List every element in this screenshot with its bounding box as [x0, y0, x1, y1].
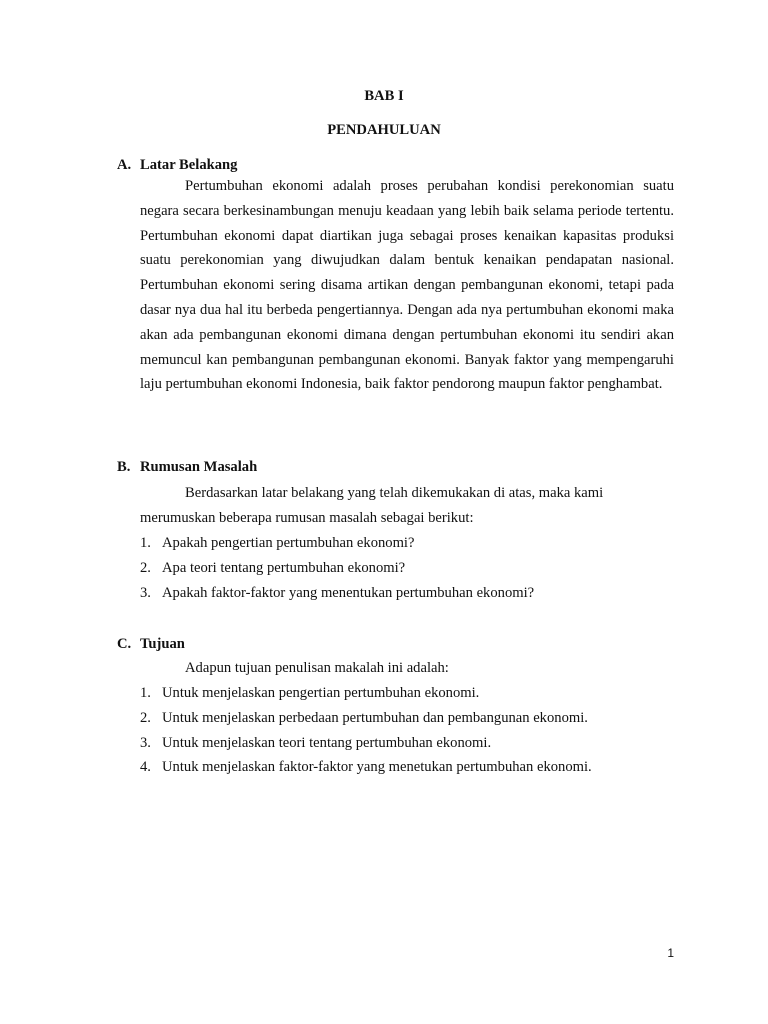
list-item-text: Apakah faktor-faktor yang menentukan pertumbuhan ekonomi?	[162, 584, 535, 601]
section-c-list	[140, 681, 592, 780]
list-item	[140, 581, 534, 606]
list-item-number: 2.	[140, 559, 151, 576]
section-c-title: Tujuan	[140, 636, 185, 652]
list-item	[140, 755, 592, 780]
section-a-letter: A.	[117, 157, 132, 173]
list-item-number: 1.	[140, 535, 151, 551]
section-c-letter: C.	[117, 636, 132, 652]
section-a-heading	[117, 157, 237, 174]
list-item-number: 4.	[140, 759, 151, 776]
list-item-number: 3.	[140, 734, 151, 751]
list-item-text: Untuk menjelaskan perbedaan pertumbuhan dan pembangunan ekonomi.	[162, 709, 588, 726]
section-c-heading	[117, 636, 185, 653]
chapter-number: BAB I	[364, 88, 404, 104]
list-item	[140, 681, 592, 706]
section-b-list	[140, 531, 534, 605]
list-item-number: 1.	[140, 685, 151, 701]
list-item	[140, 731, 592, 756]
list-item	[140, 531, 534, 556]
section-a-paragraph: Pertumbuhan ekonomi adalah proses perubahan kondisi perekonomian suatu negara secara berkesinambungan menuju keadaan yang lebih baik selama periode tertentu. Pertumbuhan ekonomi dapat diartikan juga sebagai proses kenaikan kapasitas produksi suatu perekonomian yang diwujudkan dalam bentuk kenaikan pendapatan nasional. Pertumbuhan ekonomi sering disama artikan dengan pembangunan ekonomi, tetapi pada dasar nya dua hal itu berbeda pengertiannya. Dengan ada nya pertumbuhan ekonomi maka akan ada pembangunan ekonomi dimana dengan pertumbuhan ekonomi itu sendiri akan memuncul kan pembangunan pembangunan ekonomi. Banyak faktor yang mempengaruhi laju pertumbuhan ekonomi Indonesia, baik faktor pendorong maupun faktor penghambat.	[140, 178, 674, 393]
list-item	[140, 556, 534, 581]
section-a-title: Latar Belakang	[140, 157, 238, 173]
page-number: 1	[667, 946, 674, 960]
list-item-text: Apakah pengertian pertumbuhan ekonomi?	[162, 535, 415, 551]
list-item-number: 2.	[140, 709, 151, 726]
section-b-heading	[117, 459, 257, 476]
list-item-text: Untuk menjelaskan teori tentang pertumbuhan ekonomi.	[162, 734, 492, 751]
section-b-letter: B.	[117, 459, 131, 475]
chapter-title: PENDAHULUAN	[327, 122, 441, 138]
section-c-intro: Adapun tujuan penulisan makalah ini adalah:	[185, 660, 449, 676]
section-b-title: Rumusan Masalah	[140, 459, 258, 475]
list-item	[140, 706, 592, 731]
list-item-text: Apa teori tentang pertumbuhan ekonomi?	[162, 559, 406, 576]
list-item-text: Untuk menjelaskan faktor-faktor yang menetukan pertumbuhan ekonomi.	[162, 759, 592, 776]
list-item-text: Untuk menjelaskan pengertian pertumbuhan ekonomi.	[162, 685, 480, 701]
list-item-number: 3.	[140, 584, 151, 601]
section-b-intro: Berdasarkan latar belakang yang telah dikemukakan di atas, maka kami merumuskan beberapa rumusan masalah sebagai berikut:	[140, 485, 604, 526]
